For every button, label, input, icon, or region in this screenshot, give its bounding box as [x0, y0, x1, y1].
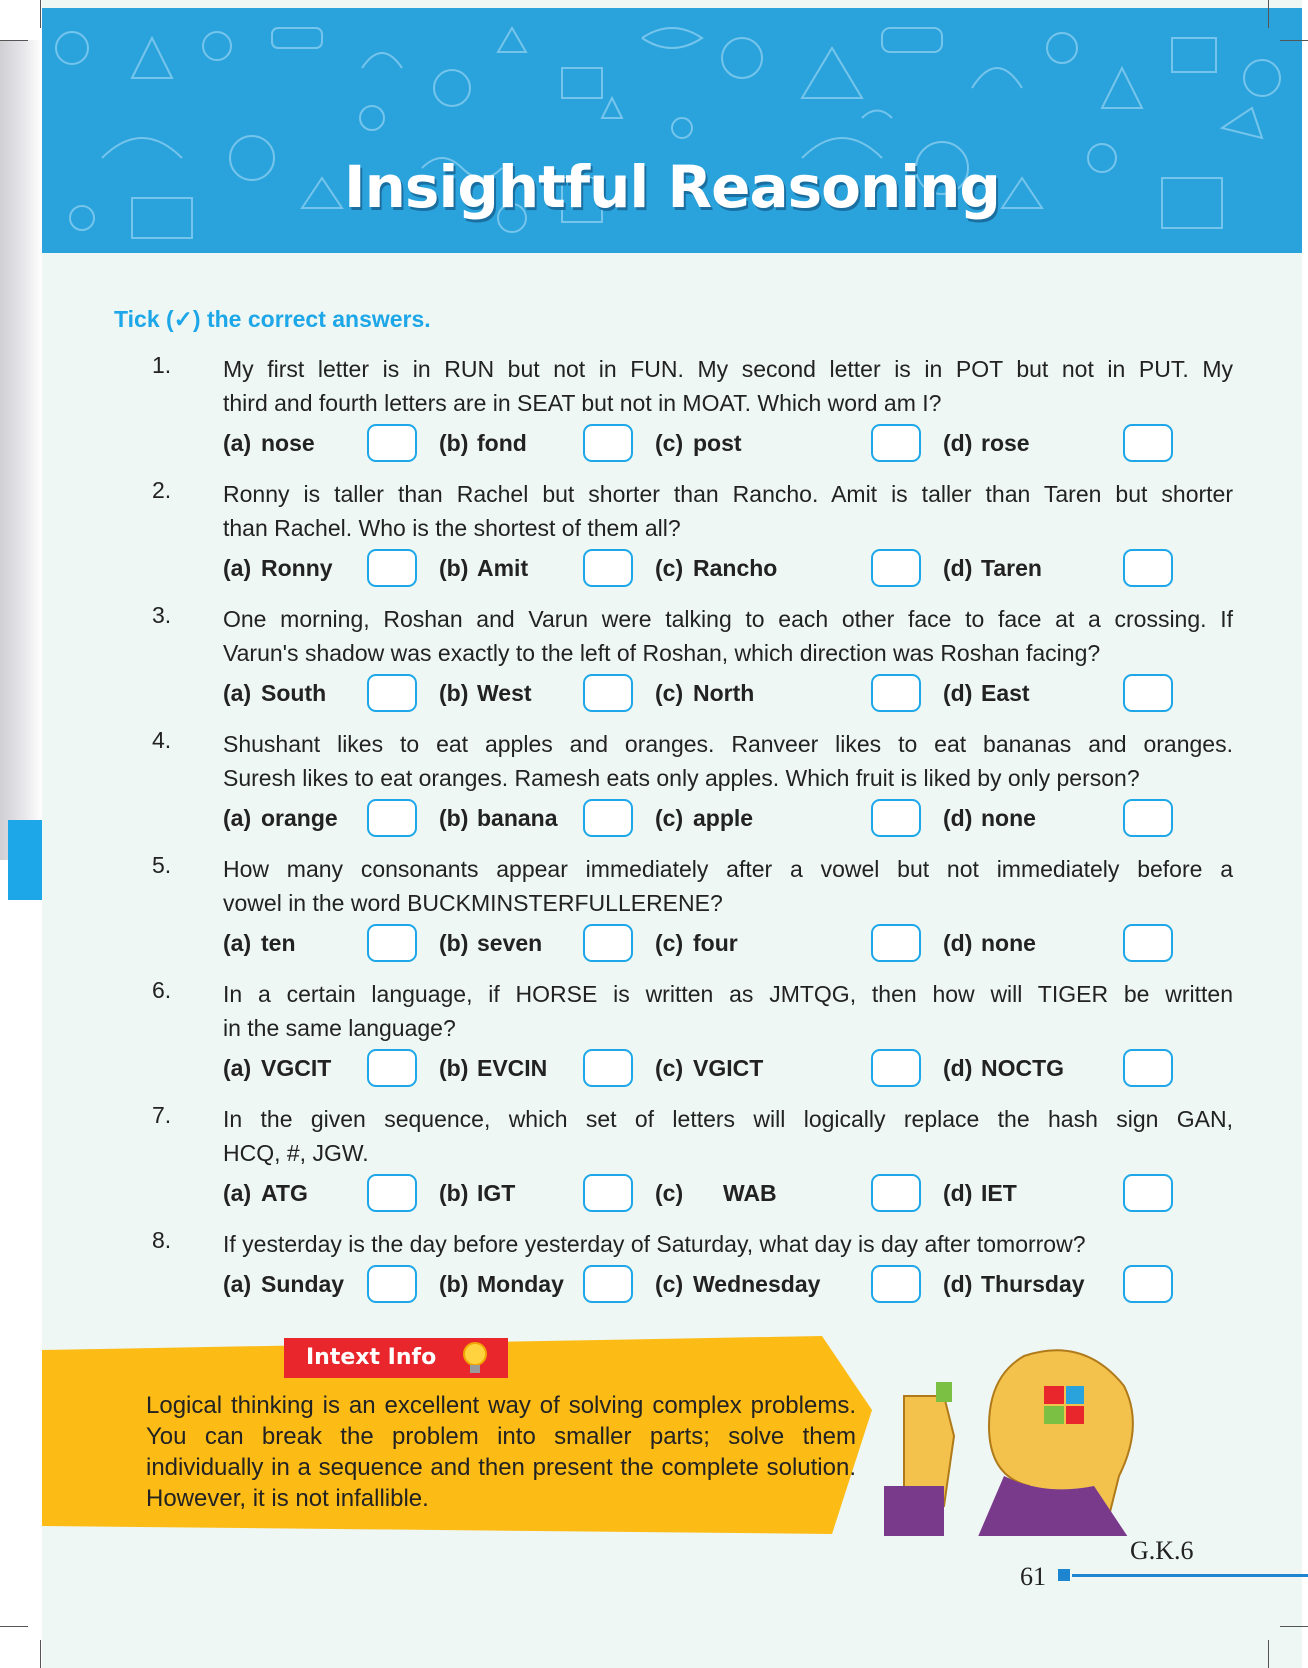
option-a — [223, 680, 326, 707]
option-letter: (b) — [439, 1055, 469, 1081]
option-c — [655, 1180, 777, 1207]
option-letter: (d) — [943, 805, 973, 831]
option-text: East — [981, 680, 1030, 706]
question-1 — [42, 352, 1302, 472]
option-letter: (b) — [439, 1180, 469, 1206]
answer-checkbox[interactable] — [583, 1049, 633, 1087]
option-text: Taren — [981, 555, 1042, 581]
option-text: none — [981, 805, 1036, 831]
option-letter: (c) — [655, 680, 684, 706]
answer-checkbox[interactable] — [1123, 1049, 1173, 1087]
option-c — [655, 1055, 763, 1082]
answer-checkbox[interactable] — [1123, 549, 1173, 587]
option-letter: (c) — [655, 430, 684, 456]
option-text: Amit — [477, 555, 529, 581]
answer-checkbox[interactable] — [1123, 1265, 1173, 1303]
instruction-heading: Tick (✓) the correct answers. — [114, 306, 431, 332]
question-number: 2. — [152, 477, 172, 503]
option-letter: (b) — [439, 805, 469, 831]
option-letter: (d) — [943, 1271, 973, 1297]
option-text: Ronny — [261, 555, 333, 581]
option-c — [655, 930, 738, 957]
question-text-line: In a certain language, if HORSE is written as JMTQG, then how will TIGER be written — [223, 981, 1233, 1007]
question-5 — [42, 852, 1302, 972]
left-edge-strip — [0, 40, 42, 860]
answer-checkbox[interactable] — [871, 1174, 921, 1212]
option-d — [943, 1055, 1064, 1082]
option-letter: (a) — [223, 805, 252, 831]
answer-checkbox[interactable] — [871, 1049, 921, 1087]
answer-checkbox[interactable] — [1123, 674, 1173, 712]
option-text: Thursday — [981, 1271, 1085, 1297]
crop-mark — [1268, 0, 1269, 28]
question-number: 3. — [152, 602, 172, 628]
option-text: orange — [261, 805, 338, 831]
answer-checkbox[interactable] — [583, 1174, 633, 1212]
option-letter: (d) — [943, 930, 973, 956]
option-letter: (c) — [655, 930, 684, 956]
answer-checkbox[interactable] — [583, 924, 633, 962]
lightbulb-icon — [460, 1340, 490, 1376]
question-number: 4. — [152, 727, 172, 753]
answer-checkbox[interactable] — [583, 549, 633, 587]
option-d — [943, 430, 1030, 457]
question-text-line: Ronny is taller than Rachel but shorter than Rancho. Amit is taller than Taren but shorter — [223, 481, 1233, 507]
question-text — [223, 1227, 1233, 1261]
intext-info-text: Logical thinking is an excellent way of solving complex problems. You can break the problem into smaller parts; solve them individually in a sequence and then present the complete solution. However, it is not infallible. — [146, 1392, 856, 1512]
crop-mark — [1268, 1640, 1269, 1668]
question-4 — [42, 727, 1302, 847]
crop-mark — [1280, 40, 1308, 41]
option-letter: (a) — [223, 1271, 252, 1297]
option-letter: (a) — [223, 555, 252, 581]
crop-mark — [0, 40, 28, 41]
option-text: EVCIN — [477, 1055, 548, 1081]
option-text: seven — [477, 930, 543, 956]
question-text — [223, 352, 1233, 420]
option-d — [943, 930, 1036, 957]
answer-checkbox[interactable] — [1123, 424, 1173, 462]
option-d — [943, 555, 1042, 582]
answer-checkbox[interactable] — [1123, 924, 1173, 962]
option-letter: (c) — [655, 805, 684, 831]
option-text: VGCIT — [261, 1055, 332, 1081]
option-text: VGICT — [693, 1055, 764, 1081]
option-text: fond — [477, 430, 527, 456]
book-code: G.K.6 — [1130, 1536, 1194, 1565]
option-text: North — [693, 680, 755, 706]
question-8 — [42, 1227, 1302, 1347]
option-b — [439, 1180, 515, 1207]
answer-checkbox[interactable] — [583, 674, 633, 712]
option-text: four — [693, 930, 738, 956]
option-d — [943, 805, 1036, 832]
answer-checkbox[interactable] — [871, 924, 921, 962]
intext-info-tag — [284, 1338, 508, 1378]
question-text — [223, 727, 1233, 795]
option-letter: (c) — [655, 1271, 684, 1297]
worksheet-page — [42, 0, 1302, 1668]
option-letter: (a) — [223, 1180, 252, 1206]
question-text-line: One morning, Roshan and Varun were talking to each other face to face at a crossing. If — [223, 606, 1233, 632]
option-letter: (a) — [223, 430, 252, 456]
option-d — [943, 1271, 1085, 1298]
option-letter: (b) — [439, 555, 469, 581]
option-text: banana — [477, 805, 558, 831]
option-text: Monday — [477, 1271, 564, 1297]
title-banner — [42, 8, 1302, 253]
option-letter: (d) — [943, 555, 973, 581]
question-text-line: Shushant likes to eat apples and oranges. Ranveer likes to eat bananas and oranges. — [223, 731, 1233, 757]
question-text-line: How many consonants appear immediately after a vowel but not immediately before a — [223, 856, 1233, 882]
left-edge-blue-tab — [8, 820, 42, 900]
option-a — [223, 805, 338, 832]
answer-checkbox[interactable] — [367, 549, 417, 587]
question-number: 6. — [152, 977, 172, 1003]
option-c — [655, 1271, 820, 1298]
answer-checkbox[interactable] — [367, 924, 417, 962]
question-text-line: Varun's shadow was exactly to the left of Roshan, which direction was Roshan facing? — [223, 640, 1101, 666]
crop-mark — [40, 0, 41, 28]
option-letter: (b) — [439, 430, 469, 456]
crop-mark — [1280, 1626, 1308, 1627]
option-b — [439, 805, 558, 832]
option-text: apple — [693, 805, 754, 831]
option-text: IGT — [477, 1180, 516, 1206]
option-letter: (d) — [943, 1055, 973, 1081]
option-c — [655, 430, 742, 457]
option-text: Wednesday — [693, 1271, 821, 1297]
option-a — [223, 1180, 308, 1207]
answer-checkbox[interactable] — [871, 674, 921, 712]
question-text — [223, 602, 1233, 670]
question-number: 8. — [152, 1227, 172, 1253]
option-b — [439, 680, 532, 707]
question-text-line: My first letter is in RUN but not in FUN. My second letter is in POT but not in PUT. My — [223, 356, 1233, 382]
option-text: WAB — [723, 1180, 777, 1206]
page-number-marker — [1058, 1569, 1070, 1581]
option-letter: (d) — [943, 1180, 973, 1206]
page-number-rule — [1072, 1574, 1308, 1577]
answer-checkbox[interactable] — [367, 674, 417, 712]
option-a — [223, 430, 315, 457]
question-text — [223, 977, 1233, 1045]
question-text-line: In the given sequence, which set of letters will logically replace the hash sign GAN, — [223, 1106, 1233, 1132]
crop-mark — [0, 1626, 28, 1627]
option-letter: (c) — [655, 555, 684, 581]
option-a — [223, 555, 333, 582]
option-letter: (c) — [655, 1055, 684, 1081]
question-text — [223, 1102, 1233, 1170]
answer-checkbox[interactable] — [367, 1174, 417, 1212]
option-text: Rancho — [693, 555, 778, 581]
option-d — [943, 680, 1030, 707]
question-number: 1. — [152, 352, 172, 378]
page-number: 61 — [1020, 1562, 1046, 1591]
option-d — [943, 1180, 1017, 1207]
option-text: West — [477, 680, 532, 706]
option-a — [223, 1271, 344, 1298]
page-title: Insightful Reasoning — [344, 153, 1000, 221]
question-text-line: vowel in the word BUCKMINSTERFULLERENE? — [223, 890, 723, 916]
option-letter: (a) — [223, 680, 252, 706]
answer-checkbox[interactable] — [871, 549, 921, 587]
option-text: ATG — [261, 1180, 308, 1206]
answer-checkbox[interactable] — [871, 799, 921, 837]
option-text: post — [693, 430, 742, 456]
option-b — [439, 930, 542, 957]
question-number: 7. — [152, 1102, 172, 1128]
option-letter: (d) — [943, 680, 973, 706]
answer-checkbox[interactable] — [871, 424, 921, 462]
question-number: 5. — [152, 852, 172, 878]
option-text: IET — [981, 1180, 1017, 1206]
option-c — [655, 680, 754, 707]
option-b — [439, 430, 527, 457]
question-7 — [42, 1102, 1302, 1222]
answer-checkbox[interactable] — [367, 799, 417, 837]
question-text — [223, 852, 1233, 920]
option-letter: (b) — [439, 930, 469, 956]
question-text-line: than Rachel. Who is the shortest of them all? — [223, 515, 681, 541]
crop-mark — [40, 1640, 41, 1668]
question-2 — [42, 477, 1302, 597]
option-text: none — [981, 930, 1036, 956]
answer-checkbox[interactable] — [1123, 799, 1173, 837]
answer-checkbox[interactable] — [583, 1265, 633, 1303]
option-c — [655, 805, 753, 832]
question-text-line: If yesterday is the day before yesterday of Saturday, what day is day after tomorrow? — [223, 1231, 1086, 1257]
option-text: ten — [261, 930, 296, 956]
puzzle-head-illustration — [884, 1336, 1184, 1536]
question-text-line: third and fourth letters are in SEAT but not in MOAT. Which word am I? — [223, 390, 942, 416]
option-letter: (b) — [439, 680, 469, 706]
option-c — [655, 555, 777, 582]
answer-checkbox[interactable] — [1123, 1174, 1173, 1212]
option-b — [439, 555, 528, 582]
answer-checkbox[interactable] — [367, 1049, 417, 1087]
option-text: nose — [261, 430, 315, 456]
intext-info-label: Intext Info — [306, 1345, 437, 1370]
question-text — [223, 477, 1233, 545]
answer-checkbox[interactable] — [871, 1265, 921, 1303]
answer-checkbox[interactable] — [583, 424, 633, 462]
answer-checkbox[interactable] — [367, 1265, 417, 1303]
answer-checkbox[interactable] — [583, 799, 633, 837]
option-letter: (a) — [223, 930, 252, 956]
question-6 — [42, 977, 1302, 1097]
answer-checkbox[interactable] — [367, 424, 417, 462]
question-text-line: Suresh likes to eat oranges. Ramesh eats only apples. Which fruit is liked by only person? — [223, 765, 1140, 791]
option-b — [439, 1271, 564, 1298]
option-text: NOCTG — [981, 1055, 1065, 1081]
option-text: South — [261, 680, 327, 706]
question-text-line: in the same language? — [223, 1015, 456, 1041]
question-text-line: HCQ, #, JGW. — [223, 1140, 369, 1166]
option-letter: (a) — [223, 1055, 252, 1081]
option-a — [223, 930, 296, 957]
option-letter: (b) — [439, 1271, 469, 1297]
option-b — [439, 1055, 547, 1082]
question-3 — [42, 602, 1302, 722]
option-text: rose — [981, 430, 1030, 456]
option-letter: (c) — [655, 1180, 684, 1206]
option-text: Sunday — [261, 1271, 345, 1297]
option-letter: (d) — [943, 430, 973, 456]
option-a — [223, 1055, 331, 1082]
